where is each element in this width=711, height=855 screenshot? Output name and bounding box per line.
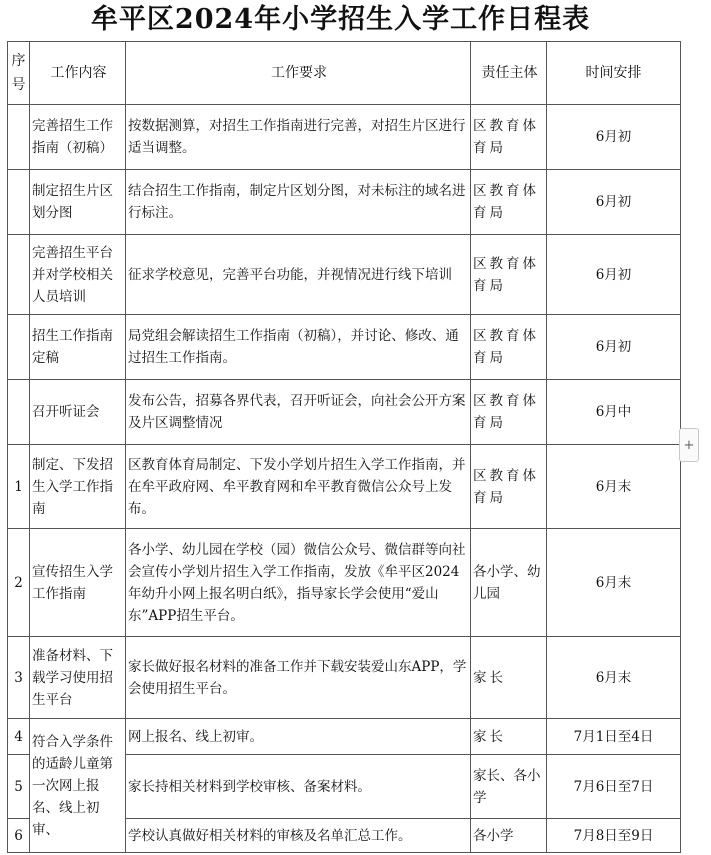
cell-responsible: 家长、各小学 [471, 755, 547, 819]
cell-requirement: 区教育体育局制定、下发小学划片招生入学工作指南，并在牟平政府网、牟平教育网和牟平教育微信公众号上发布。 [126, 445, 471, 529]
table-header-row [8, 42, 681, 105]
cell-responsible: 区教育体育局 [471, 105, 547, 170]
cell-responsible: 各小学 [471, 819, 547, 853]
cell-requirement: 发布公告，招募各界代表，召开听证会，向社会公开方案及片区调整情况 [126, 380, 471, 445]
cell-index: 1 [8, 445, 30, 529]
cell-requirement: 学校认真做好相关材料的审核及名单汇总工作。 [126, 819, 471, 853]
header-requirement: 工作要求 [126, 42, 471, 105]
header-content: 工作内容 [30, 42, 126, 105]
cell-responsible: 区教育体育局 [471, 315, 547, 380]
cell-content: 招生工作指南定稿 [30, 315, 126, 380]
cell-responsible: 区教育体育局 [471, 445, 547, 529]
cell-responsible: 家长 [471, 719, 547, 755]
cell-requirement: 家长持相关材料到学校审核、备案材料。 [126, 755, 471, 819]
cell-responsible: 区教育体育局 [471, 170, 547, 235]
cell-index: 3 [8, 637, 30, 719]
cell-index [8, 235, 30, 315]
cell-requirement: 家长做好报名材料的准备工作并下载安装爱山东APP，学会使用招生平台。 [126, 637, 471, 719]
page-title: 牟平区2024年小学招生入学工作日程表 [90, 4, 591, 35]
table-row [8, 529, 681, 637]
header-schedule: 时间安排 [547, 42, 681, 105]
cell-requirement: 局党组会解读招生工作指南（初稿），并讨论、修改、通过招生工作指南。 [126, 315, 471, 380]
table-row [8, 235, 681, 315]
cell-index [8, 170, 30, 235]
table-row [8, 315, 681, 380]
table-row [8, 105, 681, 170]
cell-schedule: 6月中 [547, 380, 681, 445]
cell-requirement: 网上报名、线上初审。 [126, 719, 471, 755]
cell-requirement: 结合招生工作指南，制定片区划分图，对未标注的域名进行标注。 [126, 170, 471, 235]
header-responsible: 责任主体 [471, 42, 547, 105]
cell-responsible: 各小学、幼儿园 [471, 529, 547, 637]
cell-schedule: 6月末 [547, 529, 681, 637]
cell-index: 2 [8, 529, 30, 637]
cell-index: 6 [8, 819, 30, 853]
cell-content: 完善招生平台并对学校相关人员培训 [30, 235, 126, 315]
cell-schedule: 6月末 [547, 637, 681, 719]
cell-index: 5 [8, 755, 30, 819]
cell-index [8, 380, 30, 445]
cell-schedule: 6月初 [547, 315, 681, 380]
header-index: 序号 [8, 42, 30, 105]
cell-index: 4 [8, 719, 30, 755]
cell-schedule: 6月初 [547, 105, 681, 170]
cell-content: 完善招生工作指南（初稿） [30, 105, 126, 170]
cell-content: 准备材料、下载学习使用招生平台 [30, 637, 126, 719]
cell-schedule: 6月初 [547, 170, 681, 235]
table-row [8, 380, 681, 445]
schedule-table [7, 41, 681, 853]
table-row [8, 719, 681, 755]
cell-content: 召开听证会 [30, 380, 126, 445]
table-row [8, 637, 681, 719]
expand-button[interactable]: + [679, 428, 699, 462]
cell-responsible: 家长 [471, 637, 547, 719]
cell-schedule: 7月8日至9日 [547, 819, 681, 853]
cell-responsible: 区教育体育局 [471, 380, 547, 445]
table-row [8, 445, 681, 529]
table-row [8, 170, 681, 235]
cell-schedule: 7月6日至7日 [547, 755, 681, 819]
cell-schedule: 6月末 [547, 445, 681, 529]
cell-requirement: 按数据测算，对招生工作指南进行完善，对招生片区进行适当调整。 [126, 105, 471, 170]
cell-content-merged: 符合入学条件的适龄儿童第一次网上报名、线上初审、 [30, 719, 126, 853]
cell-content: 制定招生片区划分图 [30, 170, 126, 235]
cell-index [8, 105, 30, 170]
cell-requirement: 各小学、幼儿园在学校（园）微信公众号、微信群等向社会宣传小学划片招生入学工作指南，发放《牟平区2024年幼升小网上报名明白纸》，指导家长学会使用“爱山东”APP招生平台。 [126, 529, 471, 637]
cell-index [8, 315, 30, 380]
cell-content: 制定、下发招生入学工作指南 [30, 445, 126, 529]
cell-schedule: 7月1日至4日 [547, 719, 681, 755]
cell-content: 宣传招生入学工作指南 [30, 529, 126, 637]
cell-responsible: 区教育体育局 [471, 235, 547, 315]
cell-requirement: 征求学校意见，完善平台功能，并视情况进行线下培训 [126, 235, 471, 315]
cell-schedule: 6月初 [547, 235, 681, 315]
